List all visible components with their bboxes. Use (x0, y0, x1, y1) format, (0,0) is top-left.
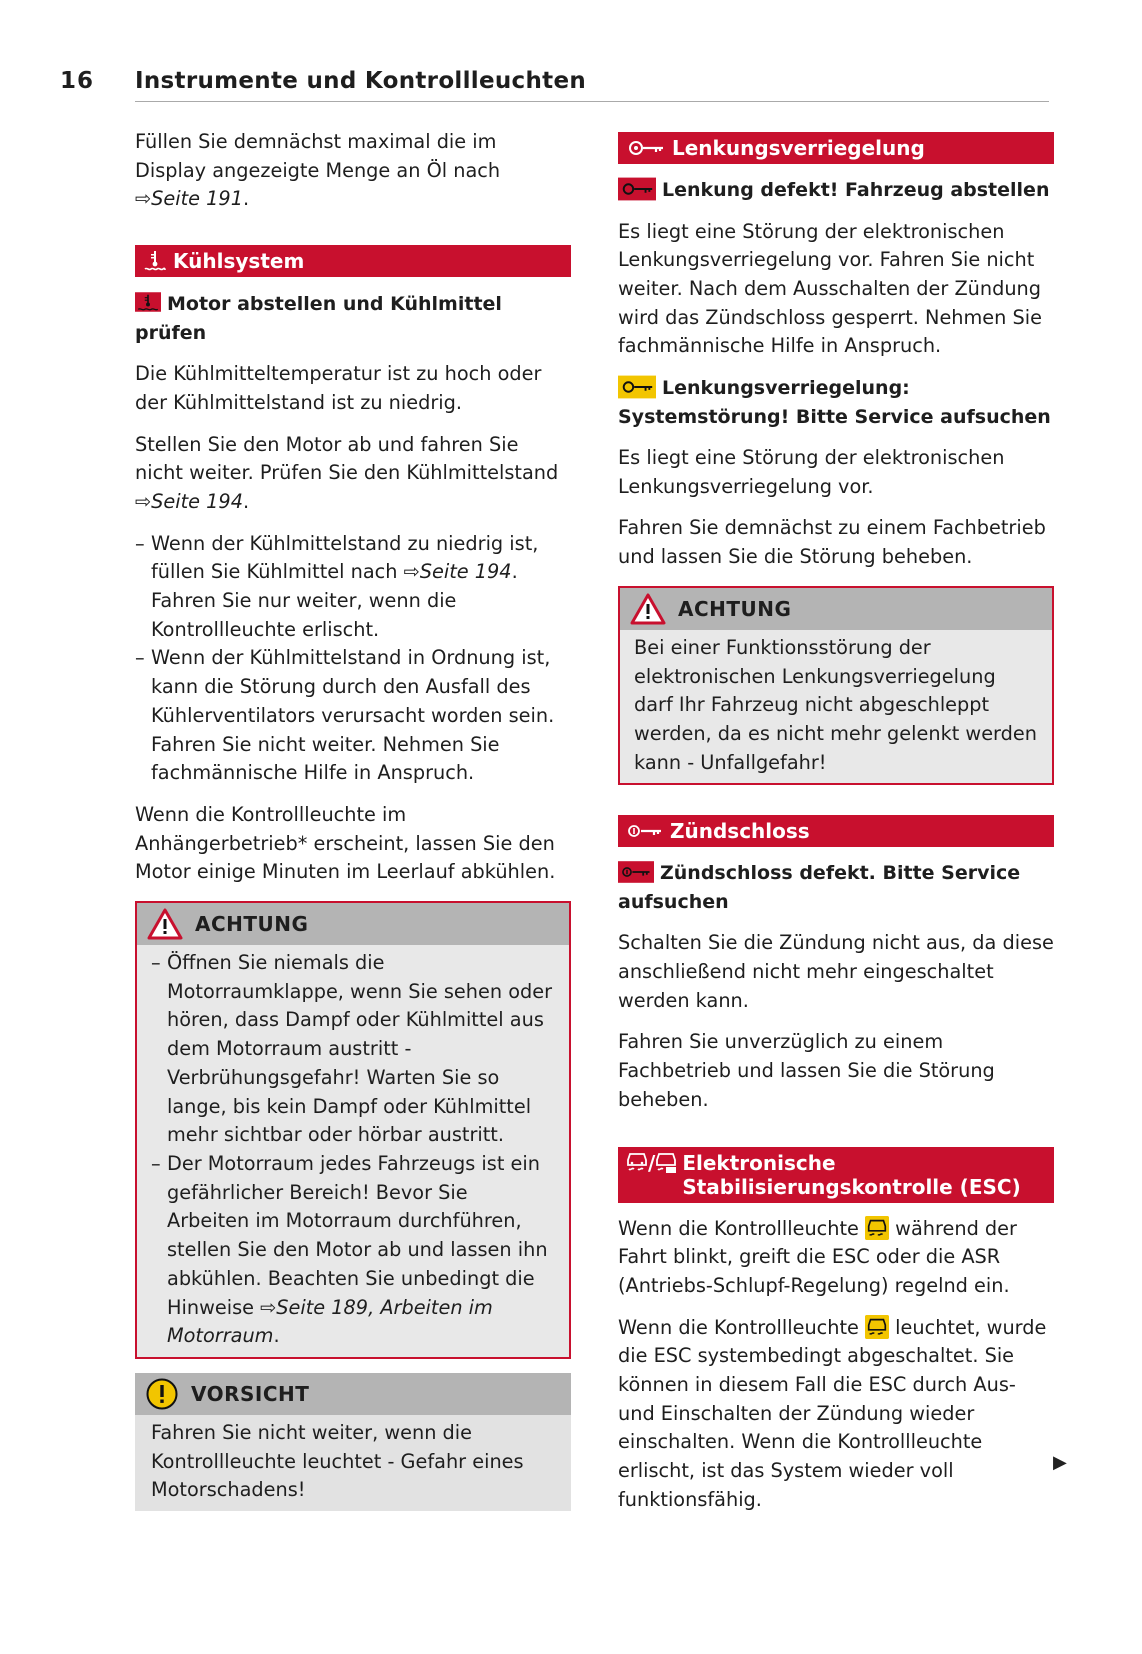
right-column (618, 132, 1054, 1528)
page-number: 16 (60, 68, 95, 94)
paragraph: Fahren Sie demnächst zu einem Fachbetrieb und lassen Sie die Störung beheben. (618, 516, 1046, 569)
warning-subheading: Motor abstellen und Kühlmittel prüfen (135, 289, 571, 347)
steering-lock-yellow-indicator-icon (618, 375, 656, 399)
warning-box-header (620, 588, 1052, 630)
warning-box-title: ACHTUNG (678, 596, 792, 621)
paragraph: Die Kühlmitteltemperatur ist zu hoch oder der Kühlmittelstand ist zu niedrig. (135, 362, 542, 414)
paragraph: Stellen Sie den Motor ab und fahren Sie nicht weiter. Prüfen Sie den Kühlmittelstand ⇨Seite 194. (135, 432, 559, 513)
paragraph: Schalten Sie die Zündung nicht aus, da diese anschließend nicht mehr eingeschaltet werden kann. (618, 931, 1054, 1012)
section-title: Zündschloss (670, 819, 810, 844)
section-heading-kuehlsystem (135, 245, 571, 277)
paragraph: Es liegt eine Störung der elektronischen Lenkungsverriegelung vor. Fahren Sie nicht weiter. Nach dem Ausschalten der Zündung wird das Zündschloss gesperrt. Nehmen Sie fachmännische Hilfe in Anspruch. (618, 219, 1042, 358)
caution-exclamation-icon (145, 1377, 179, 1411)
page-reference[interactable]: Seite 194 (419, 560, 512, 584)
left-column (135, 128, 571, 1511)
esc-indicator-icon (865, 1216, 889, 1240)
ignition-lock-red-indicator-icon (618, 860, 654, 884)
vorsicht-caution-box (135, 1373, 571, 1511)
section-title: Elektronische Stabilisierungskontrolle (ESC) (682, 1150, 1021, 1199)
esc-off-icon (655, 1151, 677, 1175)
section-heading-esc: / Elektronische Stabilisierungskontrolle (ESC) (618, 1147, 1054, 1203)
ref-arrow-icon: ⇨ (135, 489, 152, 513)
warning-box-body (137, 945, 569, 1357)
coolant-icon (143, 249, 167, 273)
intro-paragraph: Füllen Sie demnächst maximal die im Display angezeigte Menge an Öl nach ⇨Seite 191. (135, 130, 501, 211)
warning-subheading: Zündschloss defekt. Bitte Service aufsuchen (618, 862, 1021, 913)
paragraph: Wenn die Kontrollleuchte leuchtet, wurde die ESC systembedingt abgeschaltet. Sie können in diesem Fall die ESC durch Aus- und Einschalten der Zündung wieder einschalten. Wenn die Kontrollleuchte erlischt, ist das System wieder voll funktionsfähig. (618, 1315, 1047, 1511)
warning-triangle-icon (630, 593, 666, 625)
page-reference[interactable]: Seite 191 (151, 187, 243, 211)
list-item: – Wenn der Kühlmittelstand zu niedrig ist, füllen Sie Kühlmittel nach ⇨Seite 194. Fahren Sie nur weiter, wenn die Kontrollleuchte erlischt. (135, 530, 571, 645)
warning-subheading: Lenkung defekt! Fahrzeug abstellen (618, 176, 1054, 205)
paragraph: Es liegt eine Störung der elektronischen Lenkungsverriegelung vor. (618, 446, 1005, 498)
list-item: – Der Motorraum jedes Fahrzeugs ist ein gefährlicher Bereich! Bevor Sie Arbeiten im Motorraum durchführen, stellen Sie den Motor ab und lassen ihn abkühlen. Beachten Sie unbedingt die Hinweise ⇨Seite 189, Arbeiten im Motorraum. (151, 1150, 555, 1351)
paragraph: Wenn die Kontrollleuchte während der Fahrt blinkt, greift die ESC oder die ASR (Antriebs-Schlupf-Regelung) regelnd ein. (618, 1216, 1017, 1297)
ref-arrow-icon: ⇨ (403, 560, 420, 584)
coolant-warning-indicator-icon (135, 289, 161, 315)
caution-box-body: Fahren Sie nicht weiter, wenn die Kontrollleuchte leuchtet - Gefahr eines Motorschadens! (151, 1420, 524, 1502)
page-title: Instrumente und Kontrollleuchten (135, 68, 587, 94)
dash-list (135, 530, 571, 788)
page-reference[interactable]: Seite 189, Arbeiten im Motorraum (167, 1295, 493, 1348)
list-item: – Öffnen Sie niemals die Motorraumklappe, wenn Sie sehen oder hören, dass Dampf oder Kühlmittel aus dem Motorraum austritt - Verbrühungsgefahr! Warten Sie so lange, bis kein Dampf oder Kühlmittel mehr sichtbar oder hörbar austritt. (151, 949, 555, 1150)
esc-car-skid-icon (626, 1151, 648, 1175)
section-heading-zuendschloss (618, 815, 1054, 847)
ref-arrow-icon: ⇨ (135, 187, 152, 211)
list-item: – Wenn der Kühlmittelstand in Ordnung ist, kann die Störung durch den Ausfall des Kühlerventilators verursacht worden sein. Fahren Sie nicht weiter. Nehmen Sie fachmännische Hilfe in Anspruch. (135, 644, 571, 788)
section-title: Lenkungsverriegelung (672, 136, 925, 160)
ref-arrow-icon: ⇨ (260, 1295, 277, 1319)
esc-indicator-icon (865, 1315, 889, 1339)
warning-box-body: Bei einer Funktionsstörung der elektronischen Lenkungsverriegelung darf Ihr Fahrzeug nicht abgeschleppt werden, da es nicht mehr gelenkt werden kann - Unfallgefahr! (634, 635, 1037, 774)
continue-arrow-icon: ▶ (1053, 1452, 1067, 1473)
page-reference[interactable]: Seite 194 (151, 489, 243, 513)
warning-subheading: Lenkungsverriegelung: Systemstörung! Bitte Service aufsuchen (618, 377, 1051, 428)
achtung-warning-box (135, 901, 571, 1359)
achtung-warning-box (618, 586, 1054, 786)
caution-box-header (135, 1373, 571, 1415)
section-title: Kühlsystem (173, 249, 305, 274)
ignition-lock-icon (626, 819, 664, 843)
warning-triangle-icon (147, 908, 183, 940)
steering-lock-red-indicator-icon (618, 177, 656, 201)
warning-box-header (137, 903, 569, 945)
header-divider (135, 101, 1049, 102)
caution-box-title: VORSICHT (191, 1381, 310, 1406)
steering-lock-icon (626, 136, 666, 160)
paragraph: Fahren Sie unverzüglich zu einem Fachbetrieb und lassen Sie die Störung beheben. (618, 1030, 995, 1111)
paragraph: Wenn die Kontrollleuchte im Anhängerbetrieb* erscheint, lassen Sie den Motor einige Minuten im Leerlauf abkühlen. (135, 802, 556, 884)
section-heading-lenkungsverriegelung (618, 132, 1054, 164)
warning-box-title: ACHTUNG (195, 912, 309, 937)
